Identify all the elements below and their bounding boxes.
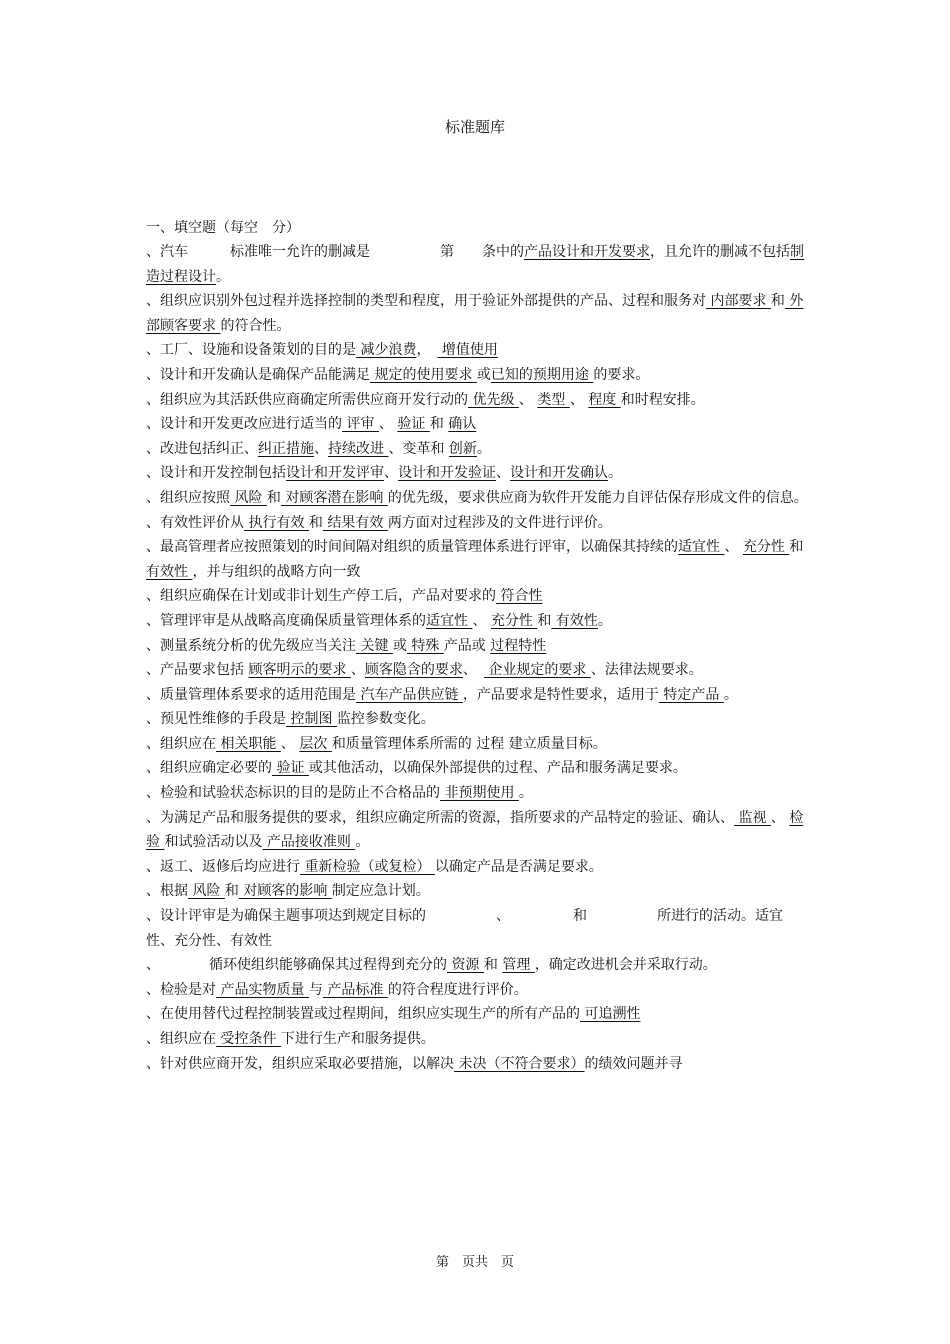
answer-blank: 内部要求 [706,293,771,310]
answer-blank: 企业规定的要求 [483,662,591,679]
answer-blank: 设计和开发验证 [398,465,496,482]
question-text: ，产品要求是特性要求，适用于 [462,686,659,703]
answer-blank: 产品实物质量 [216,981,309,998]
answer-blank: 类型 [537,391,570,408]
question-text: 和 [429,416,449,433]
question-item [146,978,808,1003]
question-text: 和时程安排。 [620,391,705,408]
question-text: 和 [537,612,552,629]
question-item [146,781,808,806]
answer-blank: 产品设计和开发要求 [524,244,650,260]
question-text: 、返工、返修后均应进行 [146,858,300,875]
question-item [146,535,808,584]
question-item [146,1052,808,1077]
answer-blank: 验证 [272,760,309,777]
question-text: 、 [724,539,743,556]
answer-blank: 顾客隐含的要求 [364,662,463,679]
answer-blank: 创新 [448,440,477,457]
question-text: 和 [266,489,281,506]
answer-blank: 顾客明示的要求 [248,662,351,679]
question-text: 和试验活动以及 [164,834,263,851]
answer-blank: 特定产品 [658,686,724,703]
question-text: 和 [224,883,239,900]
question-item [146,486,808,511]
answer-blank: 确认 [448,416,477,433]
question-text: 的符合程度进行评价。 [387,981,528,998]
answer-blank: 重新检验（或复检） [300,858,435,875]
answer-blank: 可追溯性 [580,1006,641,1023]
question-item [146,707,808,732]
question-text: 与 [308,981,323,998]
question-text: 、最高管理者应按照策划的时间间隔对组织的质量管理体系进行评审，以确保其持续的 [146,539,678,556]
question-text: 、 [350,662,365,679]
answer-blank: 设计和开发确认 [510,465,608,482]
answer-blank: 未决（不符合要求） [454,1055,585,1072]
answer-blank: 管理 [502,957,535,974]
question-text: 的符合性。 [220,317,291,334]
question-text: 、 [378,416,398,433]
answer-blank: 特殊 [406,637,444,654]
answer-blank: 程度 [588,391,621,408]
question-text: 、产品要求包括 [146,662,249,679]
question-text: 、汽车 标准唯一允许的删减是 第 条中的 [146,244,524,260]
question-text: 、组织应按照 [146,489,230,506]
answer-blank: 过程特性 [490,637,547,654]
answer-blank: 非预期使用 [440,785,519,802]
question-text: 、预见性维修的手段是 [146,711,286,728]
question-text: 、检验和试验状态标识的目的是防止不合格品的 [146,785,440,802]
question-text: 、检验是对 [146,981,216,998]
answer-blank: 结果有效 [322,514,388,531]
answer-blank: 风险 [230,489,267,506]
question-item [146,240,808,289]
answer-blank: 优先级 [468,391,519,408]
question-text: 、 [472,612,491,629]
question-text: 的优先级，要求供应商为软件开发能力自评估保存形成文件的信息。 [387,489,808,506]
answer-blank: 汽车产品供应链 [356,686,463,703]
question-text: 、法律法规要求。 [590,662,703,679]
answer-blank: 验证 [397,416,430,433]
question-text: 监控参数变化。 [336,711,435,728]
question-text: 和 [789,539,804,556]
question-text: 。 [355,834,370,851]
question-text: 、管理评审是从战略高度确保质量管理体系的 [146,612,426,629]
question-text: 、组织应在 [146,1031,216,1047]
question-text: 、组织应为其活跃供应商确定所需供应商开发行动的 [146,391,468,408]
answer-blank: 增值使用 [437,342,498,359]
question-text: 、设计和开发确认是确保产品能满足 [146,366,370,383]
question-text: 、针对供应商开发，组织应采取必要措施，以解决 [146,1055,454,1072]
question-text: 、 [569,391,589,408]
question-item [146,412,808,437]
question-text: 、组织应在 [146,735,216,752]
answer-blank: 有效性 [551,612,598,629]
question-item [146,437,808,462]
answer-blank: 已知的预期用途 [490,366,594,383]
question-text: 、为满足产品和服务提供的要求，组织应确定所需的资源，指所要求的产品特定的验证、确认、 [146,809,734,826]
question-text: 和 [483,957,503,974]
question-text: 以确定产品是否满足要求。 [434,858,603,875]
question-item [146,289,808,338]
answer-blank: 相关职能 [216,735,281,752]
answer-blank: 减少浪费 [356,342,417,359]
answer-blank: 充分性 [490,612,538,629]
section-heading: 一、填空题（每空 分） [146,220,300,236]
question-text: 、组织应确保在计划或非计划生产停工后，产品对要求的 [146,588,496,605]
question-text: 、 [496,465,510,482]
question-item [146,806,808,855]
question-list [146,240,808,1076]
question-text: 、组织应确定必要的 [146,760,272,777]
answer-blank: 对顾客的影响 [238,883,332,900]
question-text: 和 [770,293,785,310]
question-item [146,683,808,708]
answer-blank: 资源 [447,957,484,974]
question-item [146,953,808,978]
question-item [146,1002,808,1027]
answer-blank: 规定的使用要求 [370,366,477,383]
question-item [146,511,808,536]
question-item [146,879,808,904]
answer-blank: 充分性 [742,539,790,556]
question-text: 、 循环使组织能够确保其过程得到充分的 [146,957,447,974]
question-item [146,658,808,683]
question-text: 和 [308,514,323,531]
answer-blank: 关键 [356,637,393,654]
question-text: ，且允许的删减不包括 [650,244,790,260]
answer-blank: 产品接收准则 [262,834,356,851]
answer-blank: 检验 [146,809,804,851]
answer-blank: 层次 [299,735,332,752]
question-text: 。 [216,268,230,285]
question-text: 、变革和 [388,440,449,457]
question-text: 、 [518,391,538,408]
question-item [146,756,808,781]
answer-blank: 外部顾客要求 [146,293,804,334]
question-item [146,609,808,634]
answer-blank: 控制图 [286,711,337,728]
answer-blank: 持续改进 [328,440,389,457]
question-text: 、 [384,465,398,482]
question-text: 或其他活动，以确保外部提供的过程、产品和服务满足要求。 [308,760,687,777]
question-item [146,584,808,609]
question-text: 。 [608,465,622,482]
question-text: 和质量管理体系所需的 过程 建立质量目标。 [331,735,607,752]
question-text: 、工厂、设施和设备策划的目的是 [146,342,356,359]
answer-blank: 执行有效 [244,514,309,531]
answer-blank: 制造过程设计 [146,244,804,285]
question-text: 、根据 [146,883,188,900]
question-item [146,1027,808,1052]
question-text: 、改进包括纠正、 [146,440,258,457]
answer-blank: 评审 [342,416,379,433]
page-title: 标准题库 [444,118,505,136]
question-text: 。 [518,785,533,802]
question-text: ，并与组织的战略方向一致 [192,563,361,580]
question-text: 产品或 [443,637,491,654]
question-item [146,388,808,413]
question-item [146,855,808,880]
question-text: 、 [770,809,790,826]
answer-blank: 监视 [734,809,771,826]
question-text: 、测量系统分析的优先级应当关注 [146,637,356,654]
question-text: 两方面对过程涉及的文件进行评价。 [387,514,612,531]
question-text: 的绩效问题并寻 [584,1055,683,1072]
answer-blank: 对顾客潜在影响 [280,489,388,506]
question-text: 或 [392,637,407,654]
answer-blank: 设计和开发评审 [286,465,384,482]
question-text: 、 [280,735,300,752]
question-item [146,732,808,757]
question-text: 、设计和开发更改应进行适当的 [146,416,342,433]
question-text: 、 [462,662,484,679]
question-text: 制定应急计划。 [331,883,430,900]
question-text: 、设计和开发控制包括 [146,465,286,482]
answer-blank: 纠正措施 [258,440,314,457]
answer-blank: 适宜性 [426,612,473,629]
answer-blank: 适宜性 [678,539,725,556]
question-item [146,904,808,953]
answer-blank: 风险 [188,883,225,900]
question-item [146,461,808,486]
question-text: 、设计评审是为确保主题事项达到规定目标的 、 和 所进行的活动。适宜性、充分性、有效性 [146,908,783,949]
page-footer: 第 页共 页 [435,1255,514,1270]
question-item [146,363,808,388]
answer-blank: 符合性 [496,588,543,605]
question-text: 。 [723,686,738,703]
question-text: ，确定改进机会并采取行动。 [534,957,717,974]
question-text: 、质量管理体系要求的适用范围是 [146,686,356,703]
question-text: 或 [476,366,491,383]
question-text: 、组织应识别外包过程并选择控制的类型和程度，用于验证外部提供的产品、过程和服务对 [146,293,706,310]
question-text: 、 [314,440,328,457]
question-item [146,634,808,659]
question-text: 。 [597,612,612,629]
question-text: 、有效性评价从 [146,514,244,531]
question-text: ， [416,342,438,359]
answer-blank: 有效性 [146,563,193,580]
question-item [146,338,808,363]
question-text: 、在使用替代过程控制装置或过程期间，组织应实现生产的所有产品的 [146,1006,580,1023]
question-text: 的要求。 [593,366,650,383]
answer-blank: 受控条件 [216,1031,281,1047]
answer-blank: 产品标准 [322,981,388,998]
question-text: 下进行生产和服务提供。 [280,1031,435,1047]
question-text: 。 [476,440,491,457]
